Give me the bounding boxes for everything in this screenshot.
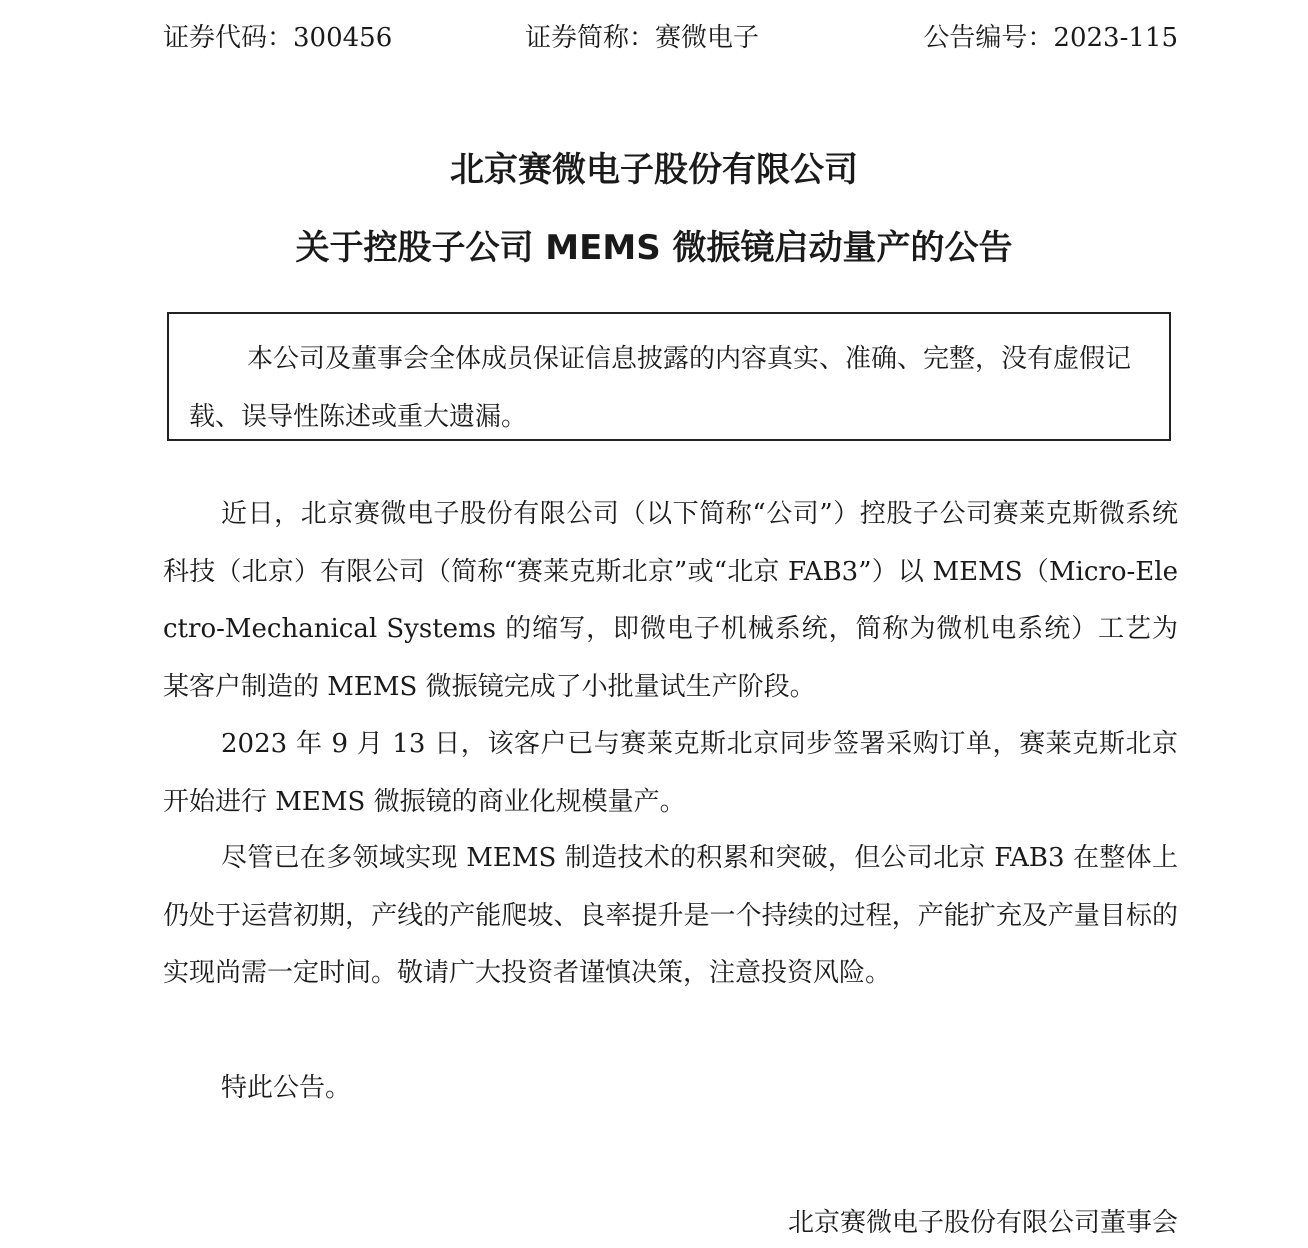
closing-statement: 特此公告。 — [221, 1073, 352, 1103]
body-paragraph-1: 近日，北京赛微电子股份有限公司（以下简称“公司”）控股子公司赛莱克斯微系统科技（北京）有限公司（简称“赛莱克斯北京”或“北京 FAB3”）以 MEMS（Micro-Electro-Mechanical Systems 的缩写，即微电子机械系统，简称为微机电系统）工艺为某客户制造的 MEMS 微振镜完成了小批量试生产阶段。 — [163, 499, 1178, 702]
announcement-title: 关于控股子公司 MEMS 微振镜启动量产的公告 — [295, 228, 1013, 268]
security-abbreviation: 证券简称：赛微电子 — [525, 23, 760, 53]
document-header — [163, 18, 1178, 58]
disclaimer-box — [167, 312, 1171, 441]
disclaimer-text: 本公司及董事会全体成员保证信息披露的内容真实、准确、完整，没有虚假记载、误导性陈述或重大遗漏。 — [189, 344, 1132, 432]
company-title: 北京赛微电子股份有限公司 — [450, 150, 858, 190]
board-signature: 北京赛微电子股份有限公司董事会 — [787, 1208, 1178, 1238]
security-code: 证券代码：300456 — [163, 23, 393, 53]
body-paragraph-3: 尽管已在多领域实现 MEMS 制造技术的积累和突破，但公司北京 FAB3 在整体上仍处于运营初期，产线的产能爬坡、良率提升是一个持续的过程，产能扩充及产量目标的实现尚需一定时间。敬请广大投资者谨慎决策，注意投资风险。 — [163, 843, 1178, 988]
body-paragraph-2: 2023 年 9 月 13 日，该客户已与赛莱克斯北京同步签署采购订单，赛莱克斯北京开始进行 MEMS 微振镜的商业化规模量产。 — [163, 729, 1178, 817]
announcement-number: 公告编号：2023-115 — [923, 23, 1178, 53]
